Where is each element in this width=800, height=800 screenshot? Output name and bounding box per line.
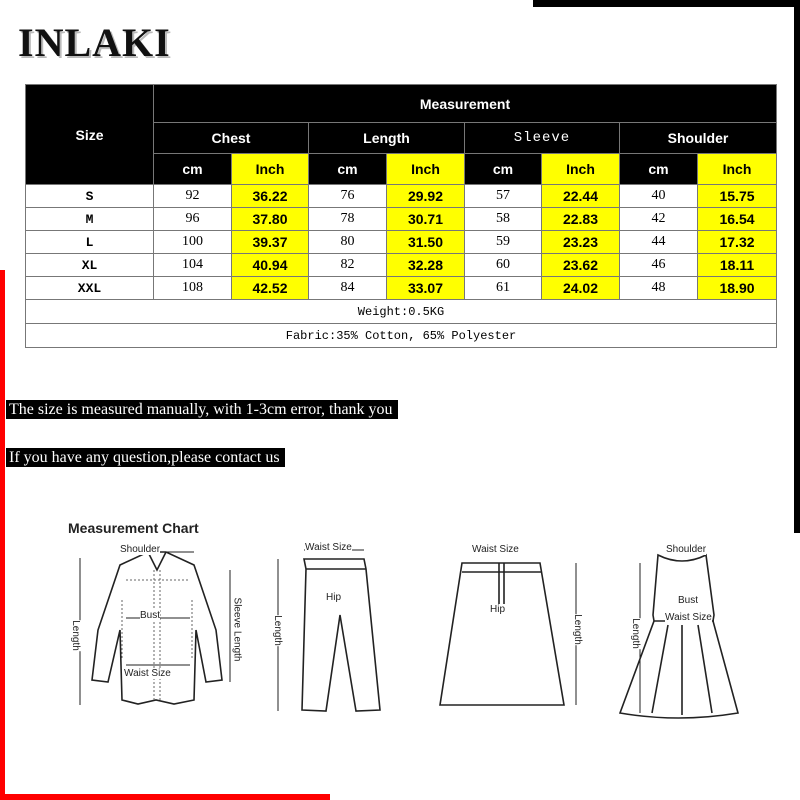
shirt-waist-label: Waist Size	[124, 668, 171, 679]
length-inch: 32.28	[387, 254, 465, 277]
sleeve-inch: 23.62	[542, 254, 620, 277]
unit-cm: cm	[154, 154, 232, 185]
shirt-diagram-icon	[66, 540, 246, 710]
chest-inch: 37.80	[232, 208, 309, 231]
contact-notice: If you have any question,please contact us	[6, 448, 285, 467]
dress-bust-label: Bust	[678, 595, 699, 606]
unit-inch: Inch	[387, 154, 465, 185]
shoulder-cm: 40	[620, 185, 698, 208]
unit-inch: Inch	[542, 154, 620, 185]
weight-row: Weight:0.5KG	[26, 300, 777, 324]
fabric-row: Fabric:35% Cotton, 65% Polyester	[26, 324, 777, 348]
chest-inch: 39.37	[232, 231, 309, 254]
frame-top-border	[533, 0, 800, 7]
chest-cm: 104	[154, 254, 232, 277]
chest-cm: 92	[154, 185, 232, 208]
shoulder-inch: 18.11	[698, 254, 777, 277]
sleeve-inch: 22.83	[542, 208, 620, 231]
shoulder-cm: 42	[620, 208, 698, 231]
brand-logo: INLAKI	[18, 20, 171, 65]
chest-cm: 108	[154, 277, 232, 300]
dress-shoulder-label: Shoulder	[666, 544, 707, 555]
chest-cm: 100	[154, 231, 232, 254]
pants-hip-label: Hip	[326, 592, 342, 603]
skirt-hip-label: Hip	[490, 604, 506, 615]
chest-cm: 96	[154, 208, 232, 231]
table-row	[26, 231, 777, 254]
chest-inch: 42.52	[232, 277, 309, 300]
sleeve-cm: 60	[465, 254, 542, 277]
size-cell: L	[26, 231, 154, 254]
table-row	[26, 185, 777, 208]
measurement-chart-title: Measurement Chart	[68, 520, 199, 536]
shoulder-inch: 15.75	[698, 185, 777, 208]
unit-inch: Inch	[232, 154, 309, 185]
sleeve-cm: 57	[465, 185, 542, 208]
dress-waist-label: Waist Size	[665, 612, 712, 623]
unit-cm: cm	[465, 154, 542, 185]
unit-cm: cm	[620, 154, 698, 185]
size-cell: M	[26, 208, 154, 231]
sleeve-header: Sleeve	[465, 123, 620, 154]
size-cell: XL	[26, 254, 154, 277]
sleeve-inch: 24.02	[542, 277, 620, 300]
length-cm: 76	[309, 185, 387, 208]
length-inch: 31.50	[387, 231, 465, 254]
length-inch: 29.92	[387, 185, 465, 208]
shoulder-inch: 17.32	[698, 231, 777, 254]
pants-waist-label: Waist Size	[305, 542, 352, 553]
frame-right-border	[794, 0, 800, 533]
sleeve-cm: 61	[465, 277, 542, 300]
chest-header: Chest	[154, 123, 309, 154]
shirt-length-label: Length	[69, 620, 81, 651]
chest-inch: 40.94	[232, 254, 309, 277]
length-cm: 84	[309, 277, 387, 300]
sleeve-cm: 58	[465, 208, 542, 231]
error-notice: The size is measured manually, with 1-3cm error, thank you	[6, 400, 398, 419]
shirt-bust-label: Bust	[140, 610, 161, 621]
size-header: Size	[26, 85, 154, 185]
table-row	[26, 254, 777, 277]
sleeve-inch: 23.23	[542, 231, 620, 254]
shoulder-cm: 48	[620, 277, 698, 300]
frame-bottom-red-border	[0, 794, 330, 800]
shoulder-header: Shoulder	[620, 123, 777, 154]
dress-length-label: Length	[629, 618, 641, 649]
measurement-header: Measurement	[154, 85, 777, 123]
shirt-sleeve-label: Sleeve Length	[231, 597, 243, 662]
size-table	[25, 84, 777, 348]
length-cm: 80	[309, 231, 387, 254]
frame-left-red-border	[0, 270, 5, 800]
table-row	[26, 208, 777, 231]
pants-diagram-icon	[268, 545, 378, 715]
pants-length-label: Length	[271, 615, 283, 646]
skirt-length-label: Length	[571, 614, 583, 645]
size-cell: XXL	[26, 277, 154, 300]
length-inch: 30.71	[387, 208, 465, 231]
length-cm: 82	[309, 254, 387, 277]
unit-inch: Inch	[698, 154, 777, 185]
shoulder-cm: 46	[620, 254, 698, 277]
shoulder-inch: 16.54	[698, 208, 777, 231]
shoulder-inch: 18.90	[698, 277, 777, 300]
sleeve-cm: 59	[465, 231, 542, 254]
shoulder-cm: 44	[620, 231, 698, 254]
length-header: Length	[309, 123, 465, 154]
skirt-waist-label: Waist Size	[472, 544, 519, 555]
skirt-diagram-icon	[440, 545, 590, 715]
unit-cm: cm	[309, 154, 387, 185]
table-row	[26, 277, 777, 300]
shirt-shoulder-label: Shoulder	[120, 544, 161, 555]
size-cell: S	[26, 185, 154, 208]
length-cm: 78	[309, 208, 387, 231]
chest-inch: 36.22	[232, 185, 309, 208]
sleeve-inch: 22.44	[542, 185, 620, 208]
length-inch: 33.07	[387, 277, 465, 300]
